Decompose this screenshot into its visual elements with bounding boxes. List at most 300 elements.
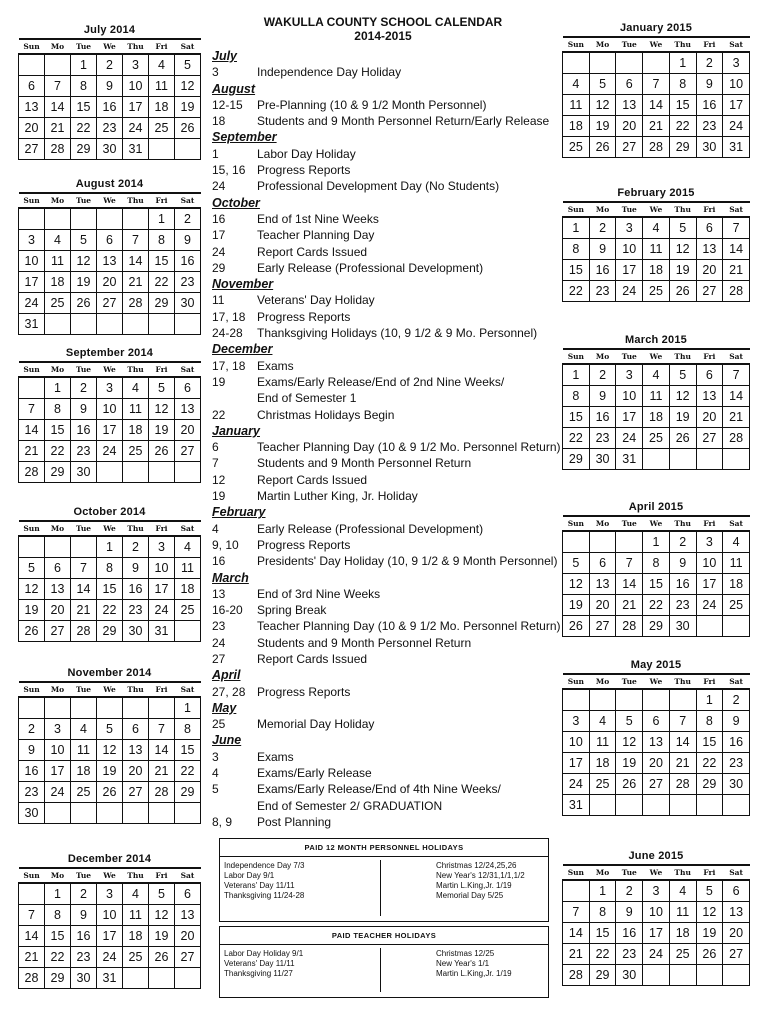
- event-description: Memorial Day Holiday: [257, 717, 375, 732]
- weekday-header: Tue: [616, 516, 643, 531]
- event-list: [212, 48, 561, 830]
- day-cell: 25: [723, 595, 750, 616]
- weekday-header: Sat: [723, 202, 750, 217]
- day-cell: [723, 965, 750, 986]
- weekday-header: Fri: [696, 516, 723, 531]
- week-row: [19, 97, 201, 118]
- weekday-header: We: [97, 39, 123, 54]
- day-cell: [19, 208, 45, 230]
- event-row: [212, 553, 557, 569]
- weekday-header: Thu: [669, 516, 696, 531]
- day-cell: [149, 314, 175, 335]
- day-cell: 24: [563, 774, 590, 795]
- day-cell: 15: [149, 251, 175, 272]
- day-cell: 25: [149, 118, 175, 139]
- day-cell: 21: [19, 947, 45, 968]
- day-cell: 22: [149, 272, 175, 293]
- day-cell: 13: [643, 732, 670, 753]
- month-grid: [18, 38, 201, 160]
- event-date: 6: [212, 440, 219, 455]
- day-cell: 10: [19, 251, 45, 272]
- weekday-header: Tue: [71, 868, 97, 883]
- week-row: [563, 239, 750, 260]
- day-cell: 2: [696, 52, 723, 74]
- day-cell: 4: [669, 880, 696, 902]
- day-cell: 25: [563, 137, 590, 158]
- day-cell: 28: [563, 965, 590, 986]
- week-row: [563, 386, 750, 407]
- day-cell: 29: [71, 139, 97, 160]
- event-date: 19: [212, 374, 226, 389]
- event-description: Independence Day Holiday: [257, 65, 402, 80]
- event-description: Presidents' Day Holiday (10, 9 1/2 & 9 Month Personnel): [257, 554, 558, 569]
- weekday-header: Sat: [723, 516, 750, 531]
- event-date: 3: [212, 749, 219, 764]
- week-row: [19, 719, 201, 740]
- weekday-header: Sat: [175, 868, 201, 883]
- weekday-header: Tue: [616, 202, 643, 217]
- weekday-header: Mo: [589, 37, 616, 52]
- event-date: 8, 9: [212, 814, 233, 829]
- holiday-item: Labor Day 9/1: [224, 871, 275, 880]
- weekday-header: Mo: [589, 202, 616, 217]
- day-cell: 1: [643, 531, 670, 553]
- day-cell: 26: [589, 137, 616, 158]
- day-cell: [149, 803, 175, 824]
- day-cell: 22: [71, 118, 97, 139]
- week-row: [563, 281, 750, 302]
- day-cell: 5: [19, 558, 45, 579]
- day-cell: 14: [643, 95, 670, 116]
- day-cell: [175, 462, 201, 483]
- twelve-month-holidays-title: PAID 12 MONTH PERSONNEL HOLIDAYS: [220, 839, 548, 857]
- month-calendar: [562, 20, 750, 158]
- weekday-header: We: [97, 362, 123, 377]
- day-cell: 18: [45, 272, 71, 293]
- day-cell: 24: [643, 944, 670, 965]
- month-title: March 2015: [625, 334, 687, 346]
- event-month-heading: February: [212, 505, 266, 520]
- week-row: [19, 883, 201, 905]
- day-cell: 1: [563, 364, 590, 386]
- weekday-header: Sun: [563, 202, 590, 217]
- day-cell: 3: [723, 52, 750, 74]
- day-cell: 16: [723, 732, 750, 753]
- day-cell: 9: [71, 905, 97, 926]
- day-cell: 14: [669, 732, 696, 753]
- event-row: [212, 260, 557, 276]
- week-row: [19, 139, 201, 160]
- day-cell: 9: [669, 553, 696, 574]
- month-grid: [562, 673, 750, 816]
- event-description: End of Semester 1: [257, 391, 357, 406]
- weekday-header: Thu: [669, 202, 696, 217]
- weekday-header: Sun: [563, 349, 590, 364]
- month-calendar: [562, 332, 750, 470]
- month-calendar: [18, 504, 201, 642]
- day-cell: 11: [175, 558, 201, 579]
- day-cell: 5: [669, 217, 696, 239]
- weekday-header: Mo: [45, 193, 71, 208]
- day-cell: 9: [589, 239, 616, 260]
- week-row: [563, 531, 750, 553]
- day-cell: 17: [45, 761, 71, 782]
- day-cell: 1: [669, 52, 696, 74]
- weekday-header: Tue: [616, 674, 643, 689]
- day-cell: 21: [643, 116, 670, 137]
- day-cell: 4: [123, 377, 149, 399]
- week-row: [19, 621, 201, 642]
- holiday-item: Veterans' Day 11/11: [224, 959, 295, 968]
- day-cell: 12: [19, 579, 45, 600]
- week-row: [19, 377, 201, 399]
- weekday-header: Sat: [175, 362, 201, 377]
- day-cell: 31: [97, 968, 123, 989]
- weekday-header: Thu: [123, 362, 149, 377]
- day-cell: [149, 697, 175, 719]
- week-row: [19, 230, 201, 251]
- weekday-header: Thu: [123, 193, 149, 208]
- day-cell: 4: [643, 364, 670, 386]
- day-cell: 14: [723, 386, 750, 407]
- day-cell: [563, 880, 590, 902]
- weekday-header: Sun: [563, 674, 590, 689]
- weekday-header: Tue: [71, 39, 97, 54]
- event-description: Post Planning: [257, 814, 332, 829]
- day-cell: 5: [149, 377, 175, 399]
- day-cell: 24: [19, 293, 45, 314]
- day-cell: 25: [669, 944, 696, 965]
- day-cell: 23: [71, 947, 97, 968]
- day-cell: 26: [669, 428, 696, 449]
- day-cell: 25: [45, 293, 71, 314]
- day-cell: 20: [696, 407, 723, 428]
- day-cell: 19: [175, 97, 201, 118]
- day-cell: 15: [45, 926, 71, 947]
- month-title: February 2015: [617, 187, 695, 199]
- event-date: 27: [212, 651, 226, 666]
- day-cell: 29: [45, 968, 71, 989]
- week-row: [19, 54, 201, 76]
- day-cell: 12: [669, 239, 696, 260]
- weekday-header: Sun: [19, 362, 45, 377]
- day-cell: 11: [563, 95, 590, 116]
- day-cell: [71, 314, 97, 335]
- event-date: 25: [212, 717, 226, 732]
- week-row: [563, 553, 750, 574]
- month-title: December 2014: [67, 853, 152, 865]
- week-row: [563, 902, 750, 923]
- day-cell: 22: [175, 761, 201, 782]
- day-cell: 28: [19, 968, 45, 989]
- day-cell: 16: [669, 574, 696, 595]
- event-row: [212, 521, 557, 537]
- day-cell: 9: [616, 902, 643, 923]
- weekday-header: Sun: [19, 682, 45, 697]
- day-cell: [643, 52, 670, 74]
- day-cell: 6: [723, 880, 750, 902]
- event-row: [212, 374, 557, 390]
- day-cell: 10: [123, 76, 149, 97]
- day-cell: 10: [723, 74, 750, 95]
- day-cell: 21: [123, 272, 149, 293]
- event-row: [212, 455, 557, 471]
- day-cell: 18: [643, 260, 670, 281]
- event-month-heading: October: [212, 195, 260, 210]
- day-cell: 15: [563, 407, 590, 428]
- day-cell: 28: [669, 774, 696, 795]
- day-cell: 2: [175, 208, 201, 230]
- weekday-header: Sat: [175, 682, 201, 697]
- day-cell: [175, 621, 201, 642]
- day-cell: 14: [19, 926, 45, 947]
- event-description: Students and 9 Month Personnel Return/Early Release: [257, 114, 550, 129]
- week-row: [563, 407, 750, 428]
- event-description: Students and 9 Month Personnel Return: [257, 456, 472, 471]
- day-cell: 19: [669, 407, 696, 428]
- month-calendar: [18, 176, 201, 335]
- day-cell: 20: [696, 260, 723, 281]
- day-cell: 28: [45, 139, 71, 160]
- weekday-header: We: [643, 202, 670, 217]
- day-cell: 2: [97, 54, 123, 76]
- weekday-header: Sun: [19, 39, 45, 54]
- twelve-month-holidays-left: [224, 861, 305, 901]
- weekday-header: Mo: [45, 521, 71, 536]
- month-calendar: [18, 665, 201, 824]
- month-title: August 2014: [75, 178, 144, 190]
- day-cell: 20: [175, 420, 201, 441]
- day-cell: [71, 536, 97, 558]
- event-month-heading: January: [212, 423, 260, 438]
- event-row: [212, 292, 557, 308]
- day-cell: 14: [563, 923, 590, 944]
- weekday-header: Thu: [669, 37, 696, 52]
- day-cell: 10: [563, 732, 590, 753]
- week-row: [563, 74, 750, 95]
- week-row: [19, 600, 201, 621]
- day-cell: 20: [19, 118, 45, 139]
- day-cell: 17: [723, 95, 750, 116]
- event-date: 24-28: [212, 326, 243, 341]
- day-cell: [563, 531, 590, 553]
- weekday-header: Tue: [71, 193, 97, 208]
- day-cell: [563, 52, 590, 74]
- twelve-month-holidays-box: [219, 838, 549, 922]
- weekday-header: Thu: [123, 682, 149, 697]
- event-description: Report Cards Issued: [257, 472, 368, 487]
- month-title: April 2015: [628, 501, 684, 513]
- day-cell: 16: [97, 97, 123, 118]
- day-cell: 29: [175, 782, 201, 803]
- day-cell: 10: [643, 902, 670, 923]
- day-cell: 14: [45, 97, 71, 118]
- month-grid: [562, 864, 750, 986]
- day-cell: 17: [97, 420, 123, 441]
- day-cell: 30: [723, 774, 750, 795]
- day-cell: 8: [589, 902, 616, 923]
- day-cell: [123, 208, 149, 230]
- day-cell: 4: [71, 719, 97, 740]
- event-date: 18: [212, 114, 226, 129]
- event-row: [212, 716, 557, 732]
- holiday-item: Independence Day 7/3: [224, 861, 305, 870]
- day-cell: [45, 536, 71, 558]
- day-cell: 27: [696, 281, 723, 302]
- day-cell: 30: [175, 293, 201, 314]
- weekday-header: Tue: [616, 349, 643, 364]
- week-row: [19, 462, 201, 483]
- day-cell: [696, 965, 723, 986]
- teacher-holidays-box: [219, 926, 549, 998]
- day-cell: [669, 965, 696, 986]
- event-date: 1: [212, 146, 219, 161]
- day-cell: 23: [97, 118, 123, 139]
- week-row: [563, 595, 750, 616]
- day-cell: 1: [563, 217, 590, 239]
- week-row: [19, 968, 201, 989]
- day-cell: 7: [123, 230, 149, 251]
- day-cell: 5: [175, 54, 201, 76]
- month-title: October 2014: [73, 506, 146, 518]
- week-row: [563, 616, 750, 637]
- day-cell: 2: [589, 217, 616, 239]
- day-cell: 15: [175, 740, 201, 761]
- month-grid: [562, 201, 750, 302]
- weekday-header: Sun: [19, 193, 45, 208]
- day-cell: 12: [71, 251, 97, 272]
- weekday-header: Sun: [19, 521, 45, 536]
- day-cell: 28: [616, 616, 643, 637]
- day-cell: 9: [123, 558, 149, 579]
- day-cell: 21: [19, 441, 45, 462]
- weekday-header: We: [643, 37, 670, 52]
- weekday-header: Mo: [589, 516, 616, 531]
- weekday-header: Tue: [71, 682, 97, 697]
- week-row: [563, 711, 750, 732]
- day-cell: [669, 449, 696, 470]
- day-cell: [643, 795, 670, 816]
- day-cell: 12: [149, 905, 175, 926]
- event-month-heading: August: [212, 81, 256, 96]
- event-row: [212, 472, 557, 488]
- day-cell: 16: [19, 761, 45, 782]
- month-grid: [562, 515, 750, 637]
- weekday-header: Mo: [589, 674, 616, 689]
- day-cell: 8: [643, 553, 670, 574]
- day-cell: 23: [723, 753, 750, 774]
- event-description: Early Release (Professional Development): [257, 521, 484, 536]
- day-cell: 14: [149, 740, 175, 761]
- day-cell: 27: [589, 616, 616, 637]
- day-cell: 21: [149, 761, 175, 782]
- day-cell: 2: [71, 377, 97, 399]
- day-cell: [696, 795, 723, 816]
- event-description: Teacher Planning Day (10 & 9 1/2 Mo. Personnel Return): [257, 440, 561, 455]
- day-cell: 27: [97, 293, 123, 314]
- day-cell: 31: [149, 621, 175, 642]
- day-cell: [149, 462, 175, 483]
- holiday-item: Memorial Day 5/25: [436, 891, 504, 900]
- day-cell: 16: [71, 926, 97, 947]
- day-cell: [45, 803, 71, 824]
- day-cell: [19, 377, 45, 399]
- day-cell: 27: [175, 947, 201, 968]
- day-cell: 1: [175, 697, 201, 719]
- day-cell: 20: [643, 753, 670, 774]
- month-title: January 2015: [619, 22, 693, 34]
- event-month-heading: December: [212, 342, 273, 357]
- weekday-header: We: [97, 193, 123, 208]
- day-cell: 13: [97, 251, 123, 272]
- day-cell: 21: [563, 944, 590, 965]
- event-row: [212, 309, 557, 325]
- day-cell: 24: [97, 441, 123, 462]
- event-date: 3: [212, 65, 219, 80]
- event-row: [212, 586, 557, 602]
- day-cell: 22: [563, 281, 590, 302]
- event-row: [212, 325, 557, 341]
- event-description: Exams/Early Release/End of 4th Nine Weeks/: [257, 782, 501, 797]
- day-cell: 27: [19, 139, 45, 160]
- week-row: [19, 208, 201, 230]
- day-cell: 17: [97, 926, 123, 947]
- event-description: Veterans' Day Holiday: [257, 293, 375, 308]
- weekday-header: Fri: [149, 362, 175, 377]
- week-row: [19, 314, 201, 335]
- day-cell: 14: [123, 251, 149, 272]
- day-cell: [19, 536, 45, 558]
- day-cell: 19: [696, 923, 723, 944]
- day-cell: 16: [589, 407, 616, 428]
- day-cell: 26: [149, 441, 175, 462]
- day-cell: 30: [669, 616, 696, 637]
- day-cell: 6: [123, 719, 149, 740]
- weekday-header: Tue: [71, 362, 97, 377]
- day-cell: 4: [589, 711, 616, 732]
- week-row: [563, 774, 750, 795]
- event-row: [212, 178, 557, 194]
- day-cell: 19: [19, 600, 45, 621]
- weekday-header: Fri: [696, 349, 723, 364]
- event-description: Report Cards Issued: [257, 244, 368, 259]
- day-cell: [123, 462, 149, 483]
- day-cell: 17: [19, 272, 45, 293]
- weekday-header: Sat: [723, 37, 750, 52]
- month-calendar: [18, 22, 201, 160]
- day-cell: [589, 52, 616, 74]
- day-cell: 25: [123, 947, 149, 968]
- weekday-header: Sat: [723, 674, 750, 689]
- event-row: [212, 113, 557, 129]
- day-cell: 4: [123, 883, 149, 905]
- weekday-header: Fri: [149, 193, 175, 208]
- weekday-header: Thu: [123, 39, 149, 54]
- weekday-header: Fri: [149, 682, 175, 697]
- day-cell: [123, 697, 149, 719]
- day-cell: 17: [643, 923, 670, 944]
- day-cell: 11: [643, 386, 670, 407]
- day-cell: 16: [616, 923, 643, 944]
- weekday-header: We: [643, 349, 670, 364]
- event-description: End of 3rd Nine Weeks: [257, 586, 381, 601]
- day-cell: 16: [696, 95, 723, 116]
- event-row: [212, 211, 557, 227]
- day-cell: 8: [669, 74, 696, 95]
- event-date: 19: [212, 489, 226, 504]
- day-cell: 29: [589, 965, 616, 986]
- day-cell: 5: [149, 883, 175, 905]
